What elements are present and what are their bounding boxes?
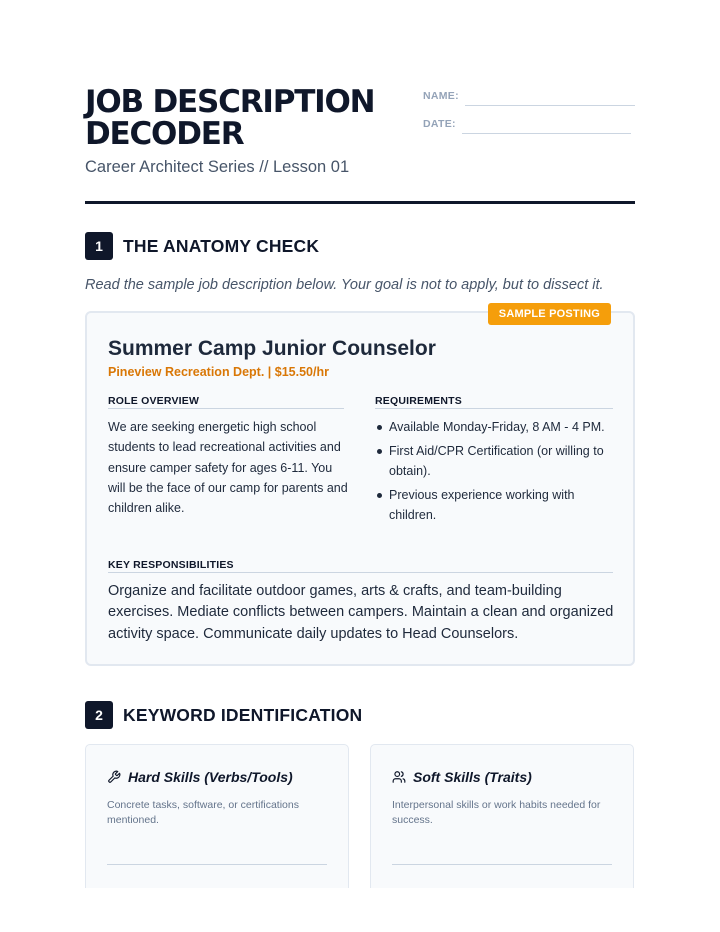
page-title: JOB DESCRIPTION DECODER (85, 84, 375, 152)
hard-skills-answer-line[interactable] (107, 864, 327, 865)
job-posting-card (85, 308, 635, 666)
section-number-badge: 1 (85, 232, 113, 260)
soft-skills-card (370, 744, 634, 904)
page-bottom-edge (0, 888, 720, 932)
role-overview-heading: ROLE OVERVIEW (108, 395, 344, 409)
section-title: KEYWORD IDENTIFICATION (123, 704, 363, 725)
date-input-line[interactable] (462, 114, 631, 134)
sample-posting-badge: SAMPLE POSTING (488, 303, 611, 325)
role-overview-text: We are seeking energetic high school students to lead recreational activities and ensure camper safety for ages 6-11. You will be the face of our camp for parents and children alike. (108, 420, 348, 516)
key-responsibilities-heading: KEY RESPONSIBILITIES (108, 559, 613, 573)
soft-skills-description: Interpersonal skills or work habits needed for success. (392, 799, 601, 826)
worksheet-page (85, 0, 635, 932)
section-title: THE ANATOMY CHECK (123, 235, 320, 256)
list-item: Previous experience working with children. (375, 485, 613, 526)
page-subtitle: Career Architect Series // Lesson 01 (85, 158, 350, 176)
hard-skills-header (107, 769, 293, 785)
hard-skills-card (85, 744, 349, 904)
users-icon (392, 770, 406, 784)
soft-skills-header (392, 769, 532, 785)
section-number-badge: 2 (85, 701, 113, 729)
key-responsibilities-text: Organize and facilitate outdoor games, arts & crafts, and team-building exercises. Mediate conflicts between campers. Maintain a clean and organized activity space. Communicate daily updates to Head Counselors. (108, 583, 614, 642)
section-instruction: Read the sample job description below. Your goal is not to apply, but to dissect it. (85, 277, 604, 293)
requirements-heading: REQUIREMENTS (375, 395, 613, 409)
requirements-list (375, 417, 613, 529)
name-label: NAME: (423, 90, 459, 102)
date-field[interactable] (423, 114, 635, 134)
hard-skills-description: Concrete tasks, software, or certifications mentioned. (107, 799, 299, 826)
list-item: Available Monday-Friday, 8 AM - 4 PM. (375, 417, 613, 437)
soft-skills-answer-line[interactable] (392, 864, 612, 865)
header-divider (85, 201, 635, 204)
name-field[interactable] (423, 86, 635, 106)
section-header-anatomy-check (85, 232, 319, 260)
job-employer-pay: Pineview Recreation Dept. | $15.50/hr (108, 365, 329, 379)
name-input-line[interactable] (465, 86, 635, 106)
date-label: DATE: (423, 118, 456, 130)
list-item: First Aid/CPR Certification (or willing to obtain). (375, 441, 613, 482)
soft-skills-title: Soft Skills (Traits) (413, 769, 532, 785)
job-title: Summer Camp Junior Counselor (108, 337, 436, 360)
section-header-keyword-identification (85, 701, 362, 729)
wrench-icon (107, 770, 121, 784)
hard-skills-title: Hard Skills (Verbs/Tools) (128, 769, 293, 785)
